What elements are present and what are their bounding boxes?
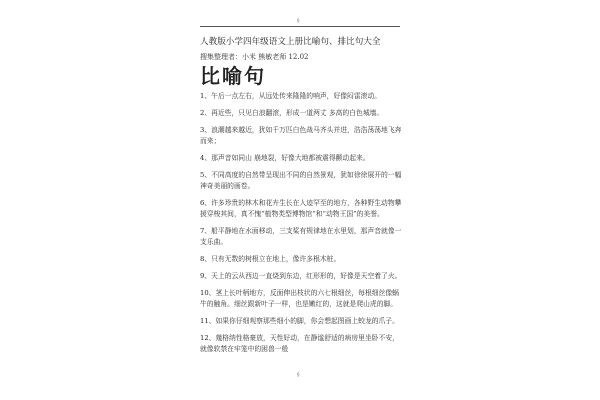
paragraph-item	[200, 226, 405, 248]
paragraph-item	[200, 108, 405, 119]
paragraph-number: 5、	[200, 171, 212, 179]
footer-mark: §	[297, 372, 300, 378]
paragraph-text: 只有无数的树根立在地上，像许多根木桩。	[211, 255, 341, 263]
paragraph-text: 茎上长叶柄地方，反面伸出枝状的六七根细丝，每根细丝像蜗牛的触角。细丝跟新叶子一样，也是嫩红的，这就是爬山虎的脚。	[200, 289, 399, 308]
paragraph-text: 不同高度的自然带呈现出不同的自然景观，犹如徐徐展开的一幅神奇美丽的画卷。	[200, 171, 402, 190]
paragraph-number: 6、	[200, 199, 212, 207]
paragraph-item	[200, 316, 405, 327]
paragraph-text: 午后一点左右，从远处传来隆隆的响声，好像闷雷滚动。	[211, 92, 382, 100]
paragraph-text: 再近些，只见白浪翻滚，形成一道两丈 多高的白色城墙。	[211, 109, 384, 117]
header-rule	[200, 26, 400, 27]
paragraph-item	[200, 198, 405, 220]
paragraph-text: 如果你仔细观察那些细小的脚，你会想起图画上蛟龙的爪子。	[215, 317, 399, 325]
paragraph-text: 船平静地在水面移动，三支桨有规律地在水里划，那声音就像一支乐曲。	[200, 227, 402, 246]
paragraph-text: 幾格纳性格豪放，天性好动，在静谧舒适的病房里坐卧不安，就像软禁在牢笼中的困兽一般	[200, 334, 399, 353]
paragraph-item	[200, 271, 405, 282]
paragraph-item	[200, 170, 405, 192]
paragraph-text: 那声音如同山 崩地裂，好像大地都被震得颤动起来。	[211, 154, 370, 162]
paragraph-number: 1、	[200, 92, 212, 100]
section-heading: 比喻句	[200, 64, 266, 88]
paragraph-item	[200, 91, 405, 102]
paragraph-item	[200, 333, 405, 355]
paragraph-item	[200, 125, 405, 147]
paragraph-number: 3、	[200, 126, 212, 134]
paragraph-item	[200, 153, 405, 164]
paragraph-number: 4、	[200, 154, 212, 162]
paragraph-item	[200, 288, 405, 310]
paragraph-number: 2、	[200, 109, 212, 117]
paragraph-text: 许多珍贵的林木和花卉生长在人迹罕至的地方，各种野生动物攀援穿梭其间，真不愧“植物类型博物馆”和“动物王国”的美誉。	[200, 199, 402, 218]
paragraph-number: 12、	[200, 334, 216, 342]
document-title: 人教版小学四年级语文上册比喻句、排比句大全	[200, 37, 381, 47]
paragraph-number: 7、	[200, 227, 212, 235]
paragraph-text: 天上的云从西边一直烧到东边，红形形的，好像是天空着了火。	[211, 272, 402, 280]
paragraph-number: 10、	[200, 289, 216, 297]
header-mark: §	[297, 18, 300, 24]
paragraph-list	[200, 91, 405, 355]
paragraph-text: 浪潮越来越近，犹如千万匹白色战马齐头并进，浩浩荡荡地飞奔而来；	[200, 126, 402, 145]
paragraph-number: 8、	[200, 255, 212, 263]
paragraph-number: 11、	[200, 317, 216, 325]
paragraph-item	[200, 254, 405, 265]
paragraph-number: 9、	[200, 272, 212, 280]
document-byline: 搜集整理者：小米 熊敏老师 12.02	[200, 53, 309, 61]
document-content	[200, 36, 405, 361]
